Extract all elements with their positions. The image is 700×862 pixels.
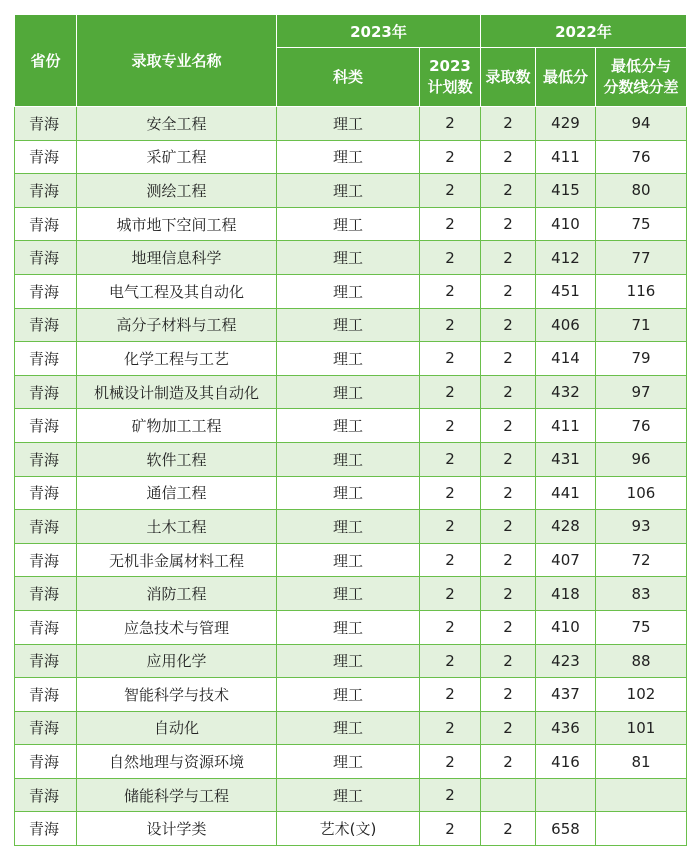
cell-category: 理工 <box>277 543 420 577</box>
cell-diff: 80 <box>596 174 687 208</box>
cell-diff: 97 <box>596 375 687 409</box>
header-major: 录取专业名称 <box>77 15 277 107</box>
header-province: 省份 <box>15 15 77 107</box>
cell-min-score: 410 <box>536 207 596 241</box>
cell-major: 软件工程 <box>77 442 277 476</box>
cell-plan: 2 <box>420 711 481 745</box>
cell-major: 应用化学 <box>77 644 277 678</box>
cell-plan: 2 <box>420 644 481 678</box>
cell-plan: 2 <box>420 476 481 510</box>
table-row <box>15 207 687 241</box>
cell-major: 高分子材料与工程 <box>77 308 277 342</box>
cell-plan: 2 <box>420 778 481 812</box>
cell-major: 矿物加工工程 <box>77 409 277 443</box>
cell-category: 理工 <box>277 107 420 141</box>
cell-diff: 101 <box>596 711 687 745</box>
cell-province: 青海 <box>15 342 77 376</box>
cell-province: 青海 <box>15 241 77 275</box>
cell-plan: 2 <box>420 174 481 208</box>
cell-major: 储能科学与工程 <box>77 778 277 812</box>
header-category: 科类 <box>277 48 420 107</box>
cell-plan: 2 <box>420 409 481 443</box>
cell-plan: 2 <box>420 375 481 409</box>
cell-admitted: 2 <box>481 812 536 846</box>
cell-province: 青海 <box>15 375 77 409</box>
cell-category: 理工 <box>277 442 420 476</box>
cell-major: 消防工程 <box>77 577 277 611</box>
cell-admitted: 2 <box>481 409 536 443</box>
cell-major: 测绘工程 <box>77 174 277 208</box>
cell-plan: 2 <box>420 342 481 376</box>
cell-major: 无机非金属材料工程 <box>77 543 277 577</box>
cell-major: 设计学类 <box>77 812 277 846</box>
table-row <box>15 241 687 275</box>
cell-category: 理工 <box>277 207 420 241</box>
cell-min-score: 431 <box>536 442 596 476</box>
cell-min-score: 423 <box>536 644 596 678</box>
table-row <box>15 510 687 544</box>
cell-major: 采矿工程 <box>77 140 277 174</box>
cell-category: 理工 <box>277 644 420 678</box>
table-row <box>15 711 687 745</box>
cell-min-score: 451 <box>536 274 596 308</box>
cell-min-score: 416 <box>536 745 596 779</box>
cell-admitted: 2 <box>481 678 536 712</box>
cell-category: 理工 <box>277 409 420 443</box>
table-row <box>15 442 687 476</box>
cell-diff: 116 <box>596 274 687 308</box>
cell-category: 理工 <box>277 308 420 342</box>
header-admitted: 录取数 <box>481 48 536 107</box>
admission-table-container <box>14 14 687 846</box>
cell-diff: 94 <box>596 107 687 141</box>
table-row <box>15 308 687 342</box>
cell-diff: 106 <box>596 476 687 510</box>
cell-min-score: 407 <box>536 543 596 577</box>
cell-min-score: 412 <box>536 241 596 275</box>
cell-province: 青海 <box>15 778 77 812</box>
cell-plan: 2 <box>420 610 481 644</box>
cell-diff: 93 <box>596 510 687 544</box>
cell-plan: 2 <box>420 308 481 342</box>
cell-category: 理工 <box>277 241 420 275</box>
cell-admitted: 2 <box>481 342 536 376</box>
table-body <box>15 107 687 846</box>
cell-min-score: 414 <box>536 342 596 376</box>
header-diff-line2: 分数线分差 <box>603 78 679 96</box>
table-row <box>15 174 687 208</box>
table-row <box>15 342 687 376</box>
table-row <box>15 375 687 409</box>
cell-category: 理工 <box>277 745 420 779</box>
cell-major: 通信工程 <box>77 476 277 510</box>
header-year-2022: 2022年 <box>481 15 687 48</box>
cell-admitted: 2 <box>481 107 536 141</box>
cell-diff: 71 <box>596 308 687 342</box>
cell-min-score: 428 <box>536 510 596 544</box>
admission-table <box>14 14 687 846</box>
table-header <box>15 15 687 107</box>
table-row <box>15 543 687 577</box>
cell-plan: 2 <box>420 442 481 476</box>
cell-admitted: 2 <box>481 308 536 342</box>
cell-admitted: 2 <box>481 140 536 174</box>
cell-diff: 72 <box>596 543 687 577</box>
cell-major: 机械设计制造及其自动化 <box>77 375 277 409</box>
header-plan-line1: 2023 <box>429 57 471 75</box>
cell-category: 理工 <box>277 711 420 745</box>
cell-admitted: 2 <box>481 510 536 544</box>
cell-diff: 88 <box>596 644 687 678</box>
cell-major: 自然地理与资源环境 <box>77 745 277 779</box>
cell-admitted <box>481 778 536 812</box>
cell-plan: 2 <box>420 140 481 174</box>
cell-category: 理工 <box>277 678 420 712</box>
cell-category: 理工 <box>277 342 420 376</box>
cell-diff: 96 <box>596 442 687 476</box>
table-row <box>15 745 687 779</box>
cell-category: 理工 <box>277 610 420 644</box>
cell-admitted: 2 <box>481 274 536 308</box>
cell-diff: 102 <box>596 678 687 712</box>
cell-province: 青海 <box>15 678 77 712</box>
cell-plan: 2 <box>420 577 481 611</box>
cell-category: 理工 <box>277 778 420 812</box>
cell-admitted: 2 <box>481 241 536 275</box>
cell-min-score: 658 <box>536 812 596 846</box>
cell-admitted: 2 <box>481 174 536 208</box>
table-row <box>15 812 687 846</box>
cell-category: 理工 <box>277 174 420 208</box>
cell-category: 理工 <box>277 140 420 174</box>
cell-min-score: 410 <box>536 610 596 644</box>
cell-major: 自动化 <box>77 711 277 745</box>
cell-major: 地理信息科学 <box>77 241 277 275</box>
cell-province: 青海 <box>15 274 77 308</box>
cell-admitted: 2 <box>481 543 536 577</box>
cell-category: 理工 <box>277 375 420 409</box>
header-diff <box>596 48 687 107</box>
cell-plan: 2 <box>420 812 481 846</box>
cell-province: 青海 <box>15 644 77 678</box>
cell-province: 青海 <box>15 476 77 510</box>
cell-major: 城市地下空间工程 <box>77 207 277 241</box>
cell-plan: 2 <box>420 241 481 275</box>
table-row <box>15 610 687 644</box>
cell-major: 电气工程及其自动化 <box>77 274 277 308</box>
header-diff-line1: 最低分与 <box>610 57 671 75</box>
table-row <box>15 778 687 812</box>
cell-province: 青海 <box>15 107 77 141</box>
cell-major: 土木工程 <box>77 510 277 544</box>
cell-major: 智能科学与技术 <box>77 678 277 712</box>
cell-province: 青海 <box>15 510 77 544</box>
cell-major: 安全工程 <box>77 107 277 141</box>
cell-plan: 2 <box>420 207 481 241</box>
header-plan-line2: 计划数 <box>427 78 473 96</box>
cell-admitted: 2 <box>481 476 536 510</box>
cell-admitted: 2 <box>481 644 536 678</box>
cell-min-score: 418 <box>536 577 596 611</box>
cell-major: 应急技术与管理 <box>77 610 277 644</box>
cell-diff: 77 <box>596 241 687 275</box>
cell-diff: 75 <box>596 207 687 241</box>
cell-min-score: 415 <box>536 174 596 208</box>
cell-diff: 76 <box>596 409 687 443</box>
table-row <box>15 644 687 678</box>
header-min-score: 最低分 <box>536 48 596 107</box>
cell-plan: 2 <box>420 678 481 712</box>
cell-category: 艺术(文) <box>277 812 420 846</box>
cell-admitted: 2 <box>481 375 536 409</box>
cell-min-score: 406 <box>536 308 596 342</box>
cell-category: 理工 <box>277 577 420 611</box>
table-row <box>15 678 687 712</box>
cell-province: 青海 <box>15 308 77 342</box>
cell-plan: 2 <box>420 543 481 577</box>
cell-admitted: 2 <box>481 207 536 241</box>
cell-admitted: 2 <box>481 745 536 779</box>
cell-min-score: 441 <box>536 476 596 510</box>
cell-province: 青海 <box>15 442 77 476</box>
table-row <box>15 577 687 611</box>
cell-min-score <box>536 778 596 812</box>
cell-min-score: 429 <box>536 107 596 141</box>
cell-plan: 2 <box>420 510 481 544</box>
cell-category: 理工 <box>277 510 420 544</box>
cell-plan: 2 <box>420 274 481 308</box>
header-plan <box>420 48 481 107</box>
cell-diff: 75 <box>596 610 687 644</box>
cell-diff: 79 <box>596 342 687 376</box>
cell-province: 青海 <box>15 812 77 846</box>
cell-diff: 81 <box>596 745 687 779</box>
cell-category: 理工 <box>277 274 420 308</box>
cell-province: 青海 <box>15 711 77 745</box>
cell-category: 理工 <box>277 476 420 510</box>
cell-diff: 76 <box>596 140 687 174</box>
table-row <box>15 409 687 443</box>
table-row <box>15 476 687 510</box>
table-row <box>15 274 687 308</box>
table-row <box>15 140 687 174</box>
cell-province: 青海 <box>15 745 77 779</box>
cell-province: 青海 <box>15 207 77 241</box>
cell-min-score: 432 <box>536 375 596 409</box>
cell-plan: 2 <box>420 107 481 141</box>
cell-min-score: 437 <box>536 678 596 712</box>
cell-min-score: 411 <box>536 140 596 174</box>
cell-province: 青海 <box>15 577 77 611</box>
table-row <box>15 107 687 141</box>
cell-min-score: 411 <box>536 409 596 443</box>
cell-province: 青海 <box>15 174 77 208</box>
cell-province: 青海 <box>15 543 77 577</box>
cell-admitted: 2 <box>481 442 536 476</box>
cell-admitted: 2 <box>481 577 536 611</box>
cell-diff: 83 <box>596 577 687 611</box>
cell-plan: 2 <box>420 745 481 779</box>
cell-major: 化学工程与工艺 <box>77 342 277 376</box>
header-year-2023: 2023年 <box>277 15 481 48</box>
cell-diff <box>596 812 687 846</box>
cell-province: 青海 <box>15 409 77 443</box>
cell-province: 青海 <box>15 140 77 174</box>
cell-admitted: 2 <box>481 610 536 644</box>
cell-diff <box>596 778 687 812</box>
cell-province: 青海 <box>15 610 77 644</box>
cell-admitted: 2 <box>481 711 536 745</box>
cell-min-score: 436 <box>536 711 596 745</box>
